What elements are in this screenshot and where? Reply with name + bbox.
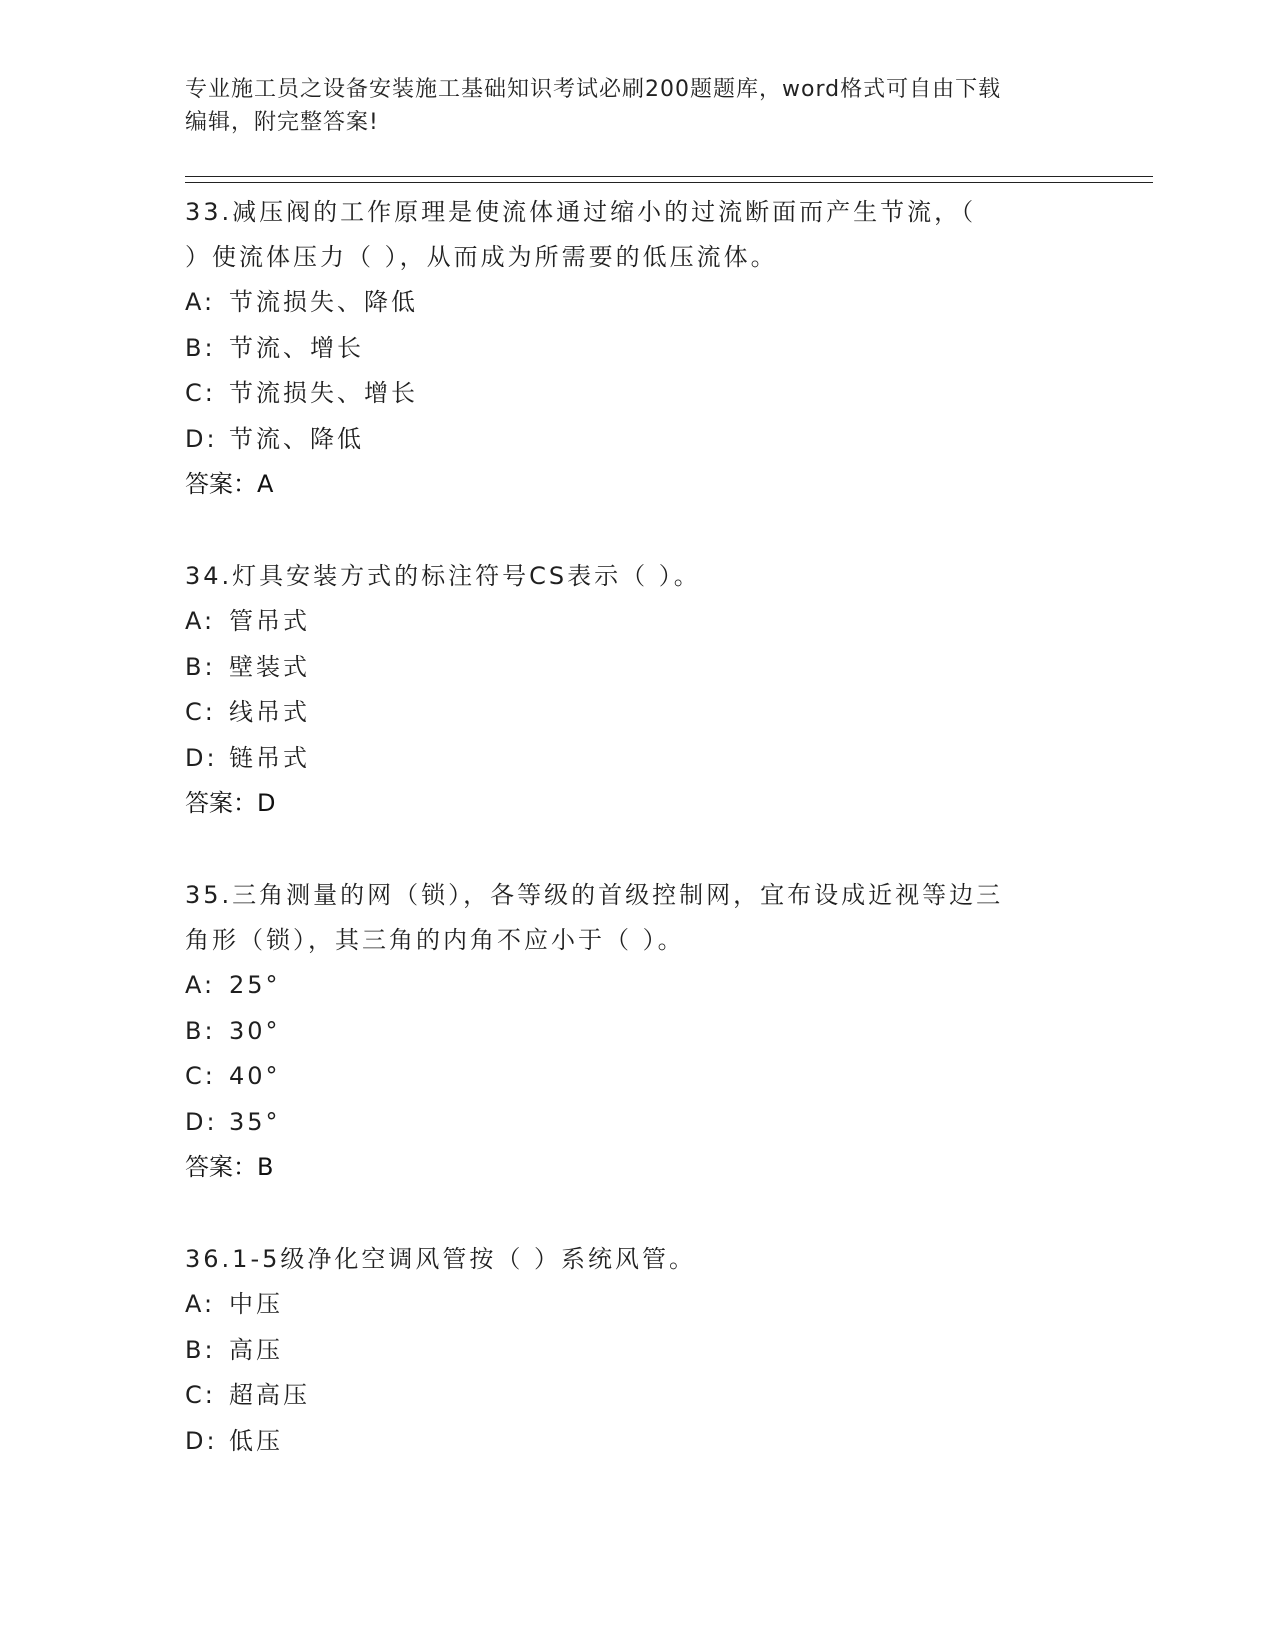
option-c xyxy=(185,1054,1085,1100)
option-b xyxy=(185,1009,1085,1055)
option-text: 40° xyxy=(229,1062,281,1090)
option-letter: A: xyxy=(185,607,216,635)
option-text: 超高压 xyxy=(229,1381,310,1409)
option-d xyxy=(185,736,1085,782)
option-text: 节流、增长 xyxy=(229,333,364,362)
option-c xyxy=(185,1373,1085,1419)
option-text: 节流损失、降低 xyxy=(229,288,418,316)
question-36 xyxy=(185,1235,1085,1464)
option-letter: B: xyxy=(185,1016,216,1045)
question-stem xyxy=(185,871,1085,963)
option-text: 低压 xyxy=(229,1426,283,1455)
option-letter: C: xyxy=(185,698,216,726)
option-d xyxy=(185,1100,1085,1146)
question-35 xyxy=(185,871,1085,1190)
option-letter: D: xyxy=(185,424,218,453)
option-b xyxy=(185,645,1085,691)
option-text: 节流损失、增长 xyxy=(229,379,418,407)
option-b xyxy=(185,1328,1085,1374)
option-text: 高压 xyxy=(229,1335,283,1364)
option-letter: B: xyxy=(185,333,216,362)
option-text: 中压 xyxy=(229,1290,283,1318)
spacer xyxy=(185,826,1085,871)
question-stem-line2: 角形（锁），其三角的内角不应小于（ ）。 xyxy=(185,926,685,954)
header-title-line1: 专业施工员之设备安装施工基础知识考试必刷200题题库，word格式可自由下载 xyxy=(185,77,1002,102)
option-letter: B: xyxy=(185,1335,216,1364)
document-header xyxy=(185,73,1085,139)
option-a xyxy=(185,1282,1085,1328)
question-stem xyxy=(185,552,1085,599)
answer-label: 答案：B xyxy=(185,1153,274,1181)
question-stem xyxy=(185,188,1085,280)
header-divider-bottom xyxy=(185,182,1153,183)
option-letter: D: xyxy=(185,743,218,772)
header-title-line2: 编辑，附完整答案! xyxy=(185,110,379,135)
question-list xyxy=(185,188,1085,1464)
question-stem-line1: 34.灯具安装方式的标注符号CS表示（ ）。 xyxy=(185,562,701,590)
option-letter: D: xyxy=(185,1426,218,1455)
option-letter: A: xyxy=(185,288,216,316)
option-text: 链吊式 xyxy=(229,743,310,772)
option-text: 壁装式 xyxy=(229,652,310,681)
option-letter: C: xyxy=(185,379,216,407)
option-letter: A: xyxy=(185,971,216,999)
spacer xyxy=(185,507,1085,552)
option-c xyxy=(185,690,1085,736)
option-text: 35° xyxy=(229,1107,281,1136)
question-stem-line1: 35.三角测量的网（锁），各等级的首级控制网，宜布设成近视等边三 xyxy=(185,881,1004,909)
option-text: 25° xyxy=(229,971,281,999)
question-34 xyxy=(185,552,1085,826)
option-a xyxy=(185,963,1085,1009)
question-33 xyxy=(185,188,1085,507)
option-a xyxy=(185,280,1085,326)
spacer xyxy=(185,1190,1085,1235)
question-stem-line1: 36.1-5级净化空调风管按（ ）系统风管。 xyxy=(185,1245,696,1273)
answer-label: 答案：D xyxy=(185,789,276,817)
option-letter: C: xyxy=(185,1062,216,1090)
header-divider-top xyxy=(185,176,1153,177)
option-letter: B: xyxy=(185,652,216,681)
option-text: 管吊式 xyxy=(229,607,310,635)
option-letter: C: xyxy=(185,1381,216,1409)
option-d xyxy=(185,417,1085,463)
question-stem-line2: ）使流体压力（ ），从而成为所需要的低压流体。 xyxy=(185,243,778,271)
option-a xyxy=(185,599,1085,645)
question-stem xyxy=(185,1235,1085,1282)
option-b xyxy=(185,326,1085,372)
option-letter: D: xyxy=(185,1107,218,1136)
option-c xyxy=(185,371,1085,417)
option-d xyxy=(185,1419,1085,1465)
option-letter: A: xyxy=(185,1290,216,1318)
answer-label: 答案：A xyxy=(185,470,274,498)
option-text: 30° xyxy=(229,1016,281,1045)
option-text: 节流、降低 xyxy=(229,424,364,453)
question-stem-line1: 33.减压阀的工作原理是使流体通过缩小的过流断面而产生节流，（ xyxy=(185,198,977,226)
option-text: 线吊式 xyxy=(229,698,310,726)
